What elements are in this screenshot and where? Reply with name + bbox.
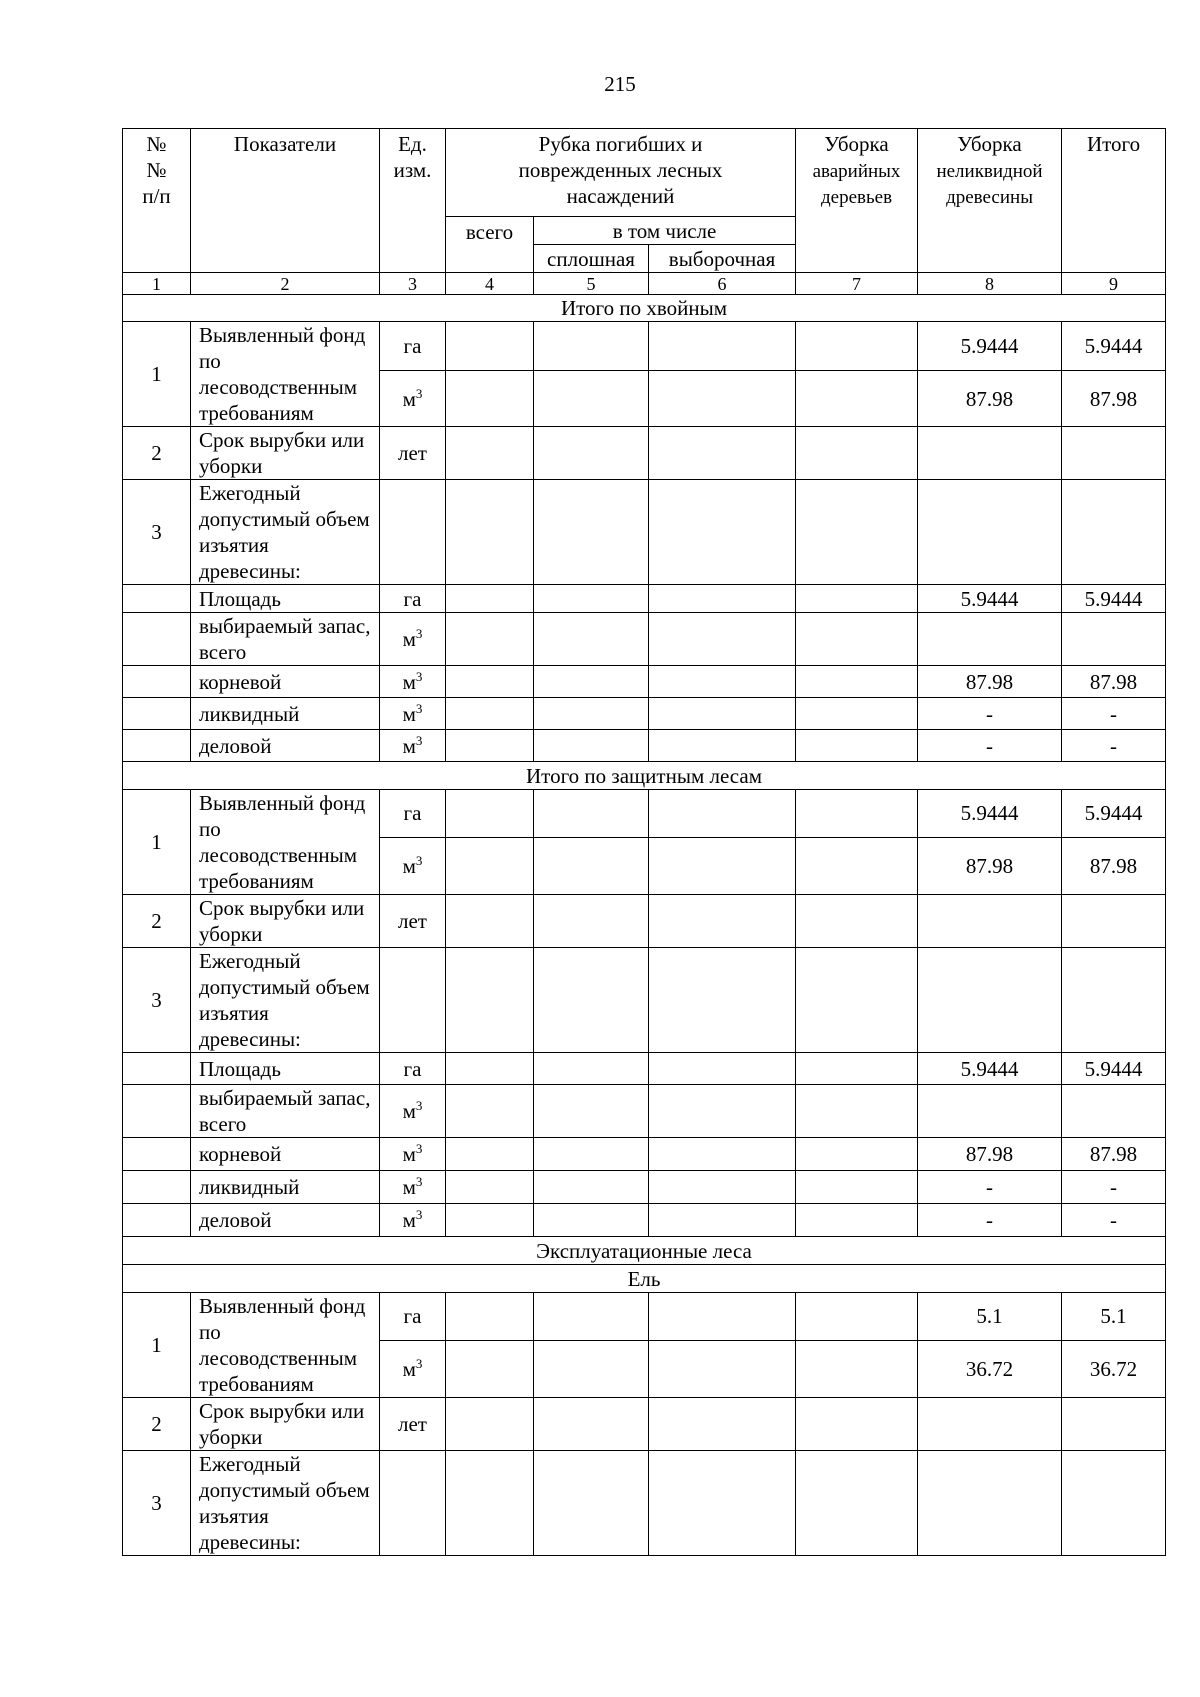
table-cell xyxy=(796,1085,918,1138)
table-cell xyxy=(649,1398,796,1451)
table-cell: 5 xyxy=(534,273,649,295)
table-cell xyxy=(649,1053,796,1085)
table-cell xyxy=(534,322,649,371)
header-clear-cut: сплошная xyxy=(534,245,649,273)
table-cell xyxy=(796,585,918,613)
header-selective-cut: выборочная xyxy=(649,245,796,273)
table-cell xyxy=(796,837,918,894)
table-cell xyxy=(534,1171,649,1204)
table-cell: 3 xyxy=(123,480,191,585)
table-cell xyxy=(446,837,534,894)
table-cell: 87.98 xyxy=(1062,837,1166,894)
table-cell xyxy=(446,322,534,371)
table-cell xyxy=(1062,480,1166,585)
table-cell xyxy=(380,1451,446,1556)
table-row xyxy=(123,698,1166,730)
table-cell xyxy=(796,480,918,585)
table-cell xyxy=(534,1053,649,1085)
table-cell xyxy=(446,427,534,480)
section-title-row xyxy=(123,1237,1166,1265)
table-cell xyxy=(1062,613,1166,666)
table-cell xyxy=(446,730,534,762)
table-cell xyxy=(123,698,191,730)
table-cell xyxy=(534,666,649,698)
table-cell xyxy=(123,1204,191,1237)
header-felling-group: Рубка погибших и поврежденных лесных насаждений xyxy=(446,129,796,217)
table-cell xyxy=(534,948,649,1053)
table-cell xyxy=(446,698,534,730)
table-row xyxy=(123,1204,1166,1237)
page-number: 215 xyxy=(604,72,636,96)
table-cell: 9 xyxy=(1062,273,1166,295)
table-row xyxy=(123,1398,1166,1451)
table-cell xyxy=(796,730,918,762)
table-cell: - xyxy=(918,698,1062,730)
table-cell: - xyxy=(1062,698,1166,730)
table-cell xyxy=(446,895,534,948)
table-cell xyxy=(534,1138,649,1171)
table-cell: - xyxy=(1062,1204,1166,1237)
table-cell xyxy=(534,837,649,894)
table-cell: га xyxy=(380,1053,446,1085)
section-title-row xyxy=(123,762,1166,790)
table-cell: 36.72 xyxy=(918,1340,1062,1397)
header-number-col: № № п/п xyxy=(123,129,191,273)
table-row xyxy=(123,1451,1166,1556)
table-cell: $м^3$ xyxy=(380,1085,446,1138)
table-row xyxy=(123,730,1166,762)
table-cell xyxy=(649,1293,796,1341)
table-cell xyxy=(918,895,1062,948)
table-cell xyxy=(918,1451,1062,1556)
table-cell xyxy=(649,837,796,894)
table-cell: Выявленный фонд по лесоводственным требованиям xyxy=(191,322,380,427)
table-row xyxy=(123,666,1166,698)
table-cell: Выявленный фонд по лесоводственным требованиям xyxy=(191,790,380,895)
header-total-col: Итого xyxy=(1062,129,1166,273)
table-cell xyxy=(796,371,918,427)
column-numbers-row xyxy=(123,273,1166,295)
table-cell: $м^3$ xyxy=(380,1340,446,1397)
table-cell xyxy=(649,895,796,948)
table-cell xyxy=(446,371,534,427)
table-cell: Срок вырубки или уборки xyxy=(191,1398,380,1451)
table-cell: $м^3$ xyxy=(380,837,446,894)
table-cell: 87.98 xyxy=(918,371,1062,427)
table-cell: 3 xyxy=(380,273,446,295)
table-cell xyxy=(534,730,649,762)
table-cell xyxy=(534,1204,649,1237)
table-cell xyxy=(796,613,918,666)
table-cell xyxy=(123,1053,191,1085)
table-cell xyxy=(123,613,191,666)
table-cell: 5.9444 xyxy=(918,585,1062,613)
table-cell xyxy=(446,1398,534,1451)
table-row xyxy=(123,1171,1166,1204)
table-cell: лет xyxy=(380,1398,446,1451)
table-row xyxy=(123,1138,1166,1171)
table-cell: лет xyxy=(380,427,446,480)
table-cell: ликвидный xyxy=(191,1171,380,1204)
table-cell xyxy=(649,480,796,585)
table-cell xyxy=(446,1138,534,1171)
table-cell: $м^3$ xyxy=(380,698,446,730)
table-cell xyxy=(796,1204,918,1237)
table-cell: - xyxy=(1062,1171,1166,1204)
table-cell: Срок вырубки или уборки xyxy=(191,427,380,480)
table-cell: Выявленный фонд по лесоводственным требованиям xyxy=(191,1293,380,1398)
table-cell: 5.9444 xyxy=(918,322,1062,371)
table-cell xyxy=(796,1138,918,1171)
table-cell xyxy=(123,1138,191,1171)
table-cell xyxy=(918,480,1062,585)
table-cell xyxy=(123,730,191,762)
table-cell xyxy=(796,790,918,838)
table-cell: 3 xyxy=(123,948,191,1053)
table-cell: $м^3$ xyxy=(380,613,446,666)
table-cell xyxy=(649,613,796,666)
header-including: в том числе xyxy=(534,217,796,245)
table-cell xyxy=(1062,1451,1166,1556)
table-cell xyxy=(534,480,649,585)
header-unit-col: Ед. изм. xyxy=(380,129,446,273)
table-cell: 1 xyxy=(123,322,191,427)
table-cell xyxy=(796,322,918,371)
table-cell xyxy=(534,1085,649,1138)
table-cell xyxy=(649,666,796,698)
table-cell xyxy=(796,1053,918,1085)
table-cell xyxy=(534,895,649,948)
table-cell xyxy=(649,698,796,730)
table-cell: 5.9444 xyxy=(918,1053,1062,1085)
table-cell xyxy=(446,948,534,1053)
table-cell: га xyxy=(380,322,446,371)
table-cell xyxy=(1062,895,1166,948)
table-cell: Ежегодный допустимый объем изъятия древесины: xyxy=(191,948,380,1053)
table-cell: $м^3$ xyxy=(380,1138,446,1171)
table-cell xyxy=(649,730,796,762)
table-cell xyxy=(446,1085,534,1138)
table-cell: 1 xyxy=(123,790,191,895)
table-row xyxy=(123,895,1166,948)
table-row xyxy=(123,613,1166,666)
table-cell xyxy=(446,1451,534,1556)
table-cell xyxy=(534,790,649,838)
table-cell xyxy=(918,1398,1062,1451)
table-cell xyxy=(123,1085,191,1138)
table-cell: 87.98 xyxy=(918,837,1062,894)
table-cell: 4 xyxy=(446,273,534,295)
table-cell: 87.98 xyxy=(1062,371,1166,427)
table-cell: 1 xyxy=(123,1293,191,1398)
table-cell xyxy=(446,1204,534,1237)
table-cell: 5.1 xyxy=(1062,1293,1166,1341)
table-cell: 5.9444 xyxy=(918,790,1062,838)
table-cell xyxy=(796,666,918,698)
table-cell: 2 xyxy=(123,895,191,948)
table-cell: деловой xyxy=(191,1204,380,1237)
table-cell xyxy=(534,371,649,427)
header-indicators-col: Показатели xyxy=(191,129,380,273)
table-cell: 3 xyxy=(123,1451,191,1556)
table-cell: 87.98 xyxy=(1062,666,1166,698)
table-row xyxy=(123,948,1166,1053)
table-cell: 5.9444 xyxy=(1062,1053,1166,1085)
table-cell xyxy=(446,613,534,666)
table-cell xyxy=(1062,1398,1166,1451)
table-cell xyxy=(534,427,649,480)
table-cell xyxy=(918,1085,1062,1138)
table-cell: $м^3$ xyxy=(380,666,446,698)
table-cell xyxy=(796,427,918,480)
table-cell xyxy=(649,1138,796,1171)
table-cell: Площадь xyxy=(191,585,380,613)
table-cell: 1 xyxy=(123,273,191,295)
table-cell: 8 xyxy=(918,273,1062,295)
table-cell xyxy=(1062,427,1166,480)
table-cell: Ежегодный допустимый объем изъятия древесины: xyxy=(191,480,380,585)
table-cell: 5.1 xyxy=(918,1293,1062,1341)
table-cell: 87.98 xyxy=(918,666,1062,698)
table-cell xyxy=(918,613,1062,666)
header-row xyxy=(123,129,1166,217)
table-cell: Итого по хвойным xyxy=(123,295,1166,322)
table-cell: выбираемый запас, всего xyxy=(191,613,380,666)
table-cell xyxy=(918,427,1062,480)
table-row xyxy=(123,1085,1166,1138)
table-cell: $м^3$ xyxy=(380,730,446,762)
table-cell xyxy=(123,585,191,613)
table-cell: Эксплуатационные леса xyxy=(123,1237,1166,1265)
table-cell: лет xyxy=(380,895,446,948)
table-cell xyxy=(123,666,191,698)
table-cell: деловой xyxy=(191,730,380,762)
table-cell: $м^3$ xyxy=(380,371,446,427)
table-cell xyxy=(1062,1085,1166,1138)
table-cell xyxy=(534,1340,649,1397)
table-cell xyxy=(796,1451,918,1556)
table-cell xyxy=(649,790,796,838)
table-cell xyxy=(918,948,1062,1053)
table-cell: га xyxy=(380,1293,446,1341)
table-cell xyxy=(380,480,446,585)
table-cell: 7 xyxy=(796,273,918,295)
table-cell xyxy=(446,1171,534,1204)
table-cell xyxy=(534,1398,649,1451)
table-cell: Ежегодный допустимый объем изъятия древесины: xyxy=(191,1451,380,1556)
table-cell: корневой xyxy=(191,666,380,698)
table-row xyxy=(123,585,1166,613)
table-cell xyxy=(649,948,796,1053)
table-cell xyxy=(446,480,534,585)
table-cell xyxy=(649,427,796,480)
table-cell xyxy=(649,1204,796,1237)
table-cell xyxy=(796,698,918,730)
table-cell: Срок вырубки или уборки xyxy=(191,895,380,948)
table-cell: 6 xyxy=(649,273,796,295)
table-cell xyxy=(534,1293,649,1341)
table-cell: 2 xyxy=(123,1398,191,1451)
table-row xyxy=(123,322,1166,371)
table-cell: 5.9444 xyxy=(1062,585,1166,613)
table-cell xyxy=(534,1451,649,1556)
table-cell xyxy=(446,1340,534,1397)
table-cell: корневой xyxy=(191,1138,380,1171)
table-cell xyxy=(796,1398,918,1451)
table-cell: Итого по защитным лесам xyxy=(123,762,1166,790)
table-cell xyxy=(649,371,796,427)
table-row xyxy=(123,427,1166,480)
table-cell: $м^3$ xyxy=(380,1204,446,1237)
table-cell xyxy=(534,698,649,730)
table-cell xyxy=(796,948,918,1053)
table-cell xyxy=(796,1340,918,1397)
table-cell xyxy=(796,895,918,948)
table-row xyxy=(123,1053,1166,1085)
table-cell xyxy=(446,1053,534,1085)
table-row xyxy=(123,790,1166,838)
table-cell xyxy=(1062,948,1166,1053)
table-cell xyxy=(649,585,796,613)
table-cell: 87.98 xyxy=(1062,1138,1166,1171)
table-cell xyxy=(534,585,649,613)
table-cell xyxy=(446,585,534,613)
table-cell: - xyxy=(918,1204,1062,1237)
table-cell: 36.72 xyxy=(1062,1340,1166,1397)
table-cell: ликвидный xyxy=(191,698,380,730)
table-row xyxy=(123,480,1166,585)
table-cell xyxy=(796,1171,918,1204)
table-cell xyxy=(649,322,796,371)
table-cell: $м^3$ xyxy=(380,1171,446,1204)
table-cell: га xyxy=(380,790,446,838)
table-cell xyxy=(446,666,534,698)
table-cell xyxy=(649,1085,796,1138)
header-emergency-trees-col: Уборка аварийных деревьев xyxy=(796,129,918,273)
table-cell: 2 xyxy=(123,427,191,480)
table-cell: Площадь xyxy=(191,1053,380,1085)
section-title-row xyxy=(123,295,1166,322)
table-cell xyxy=(649,1171,796,1204)
table-cell: - xyxy=(918,1171,1062,1204)
table-cell xyxy=(649,1451,796,1556)
forest-indicators-table xyxy=(122,128,1166,1556)
table-cell xyxy=(446,790,534,838)
table-cell: га xyxy=(380,585,446,613)
table-cell xyxy=(534,613,649,666)
table-cell: выбираемый запас, всего xyxy=(191,1085,380,1138)
table-cell: 2 xyxy=(191,273,380,295)
table-cell xyxy=(796,1293,918,1341)
table-cell: - xyxy=(918,730,1062,762)
table-cell xyxy=(649,1340,796,1397)
header-nonliquid-wood-col: Уборка неликвидной древесины xyxy=(918,129,1062,273)
table-cell xyxy=(123,1171,191,1204)
table-cell xyxy=(446,1293,534,1341)
table-row xyxy=(123,1293,1166,1341)
table-cell: 5.9444 xyxy=(1062,790,1166,838)
header-total-felling: всего xyxy=(446,217,534,273)
section-subtitle-row xyxy=(123,1265,1166,1293)
table-cell: 5.9444 xyxy=(1062,322,1166,371)
table-cell: - xyxy=(1062,730,1166,762)
table-cell xyxy=(380,948,446,1053)
table-cell: 87.98 xyxy=(918,1138,1062,1171)
table-cell: Ель xyxy=(123,1265,1166,1293)
